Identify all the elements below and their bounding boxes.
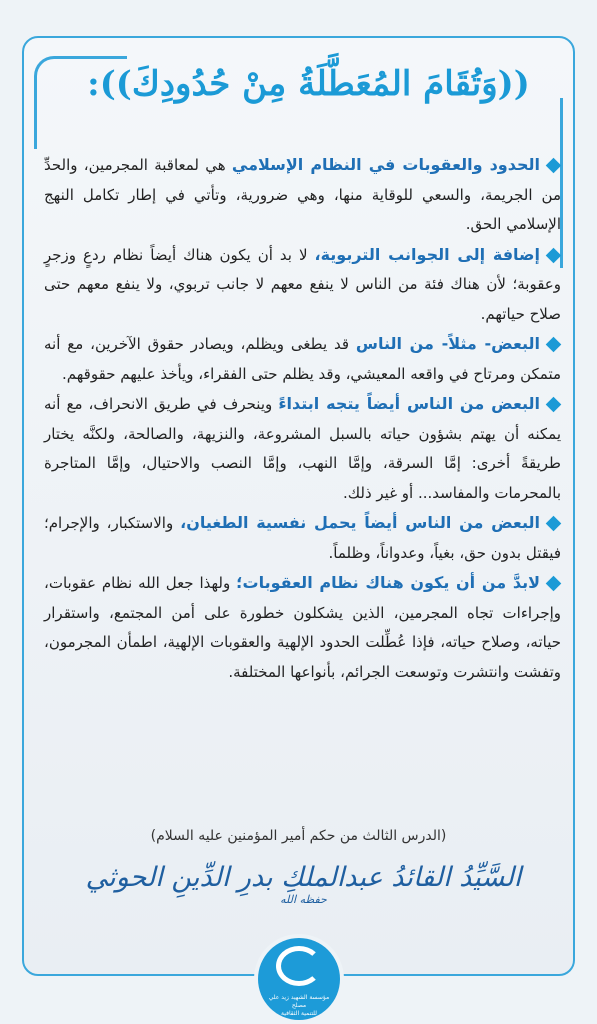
diamond-bullet-icon (546, 576, 562, 592)
organization-logo (258, 938, 340, 1020)
paragraph-text: قد يطغى ويظلم، ويصادر حقوق الآخرين، مع أنه متمكن ومرتاح في واقعه المعيشي، وقد يظلم حتى الفقراء، ويأخذ عليهم حقوقهم. (44, 335, 561, 383)
source-citation: (الدرس الثالث من حكم أمير المؤمنين عليه السلام) (150, 828, 447, 844)
paragraph-text: هي لمعاقبة المجرمين، والحدِّ من الجريمة، والسعي للوقاية منها، وهي ضرورية، وتأتي في إطار تكامل النهج الإسلامي الحق. (44, 156, 561, 233)
author-signature (70, 862, 537, 912)
logo-caption (262, 994, 336, 1018)
logo-subtitle: للتنمية الثقافية (281, 1010, 317, 1017)
diamond-bullet-icon (546, 516, 562, 532)
paragraph-lead: البعض من الناس أيضاً يحمل نفسية الطغيان، (180, 513, 540, 532)
paragraph-3 (44, 329, 561, 389)
diamond-bullet-icon (546, 337, 562, 353)
paragraph-4 (44, 389, 561, 508)
signature-name: السَّيِّدُ القائدُ عبدالملكِ بدرِ الدِّينِ الحوثي (85, 862, 522, 893)
paragraph-text: ولهذا جعل الله نظام عقوبات، وإجراءات تجاه المجرمين، الذين يشكلون خطورة على أمن المجتمع، واستقرار حياته، وصلاح حياته، فإذا عُطِّلت الحدود الإلهية والعقوبات الإلهية، اطمأن المجرمون، وتفشت وانتشرت وتوسعت الجرائم، بأنواعها المختلفة. (44, 574, 561, 681)
paragraph-2 (44, 240, 561, 330)
paragraph-lead: إضافة إلى الجوانب التربوية، (314, 244, 540, 264)
logo-emblem-icon (276, 946, 322, 986)
paragraph-6 (44, 568, 561, 687)
signature-note: حفظه الله (280, 893, 327, 906)
paragraph-lead: الحدود والعقوبات في النظام الإسلامي (231, 155, 540, 174)
logo-name: مؤسسة الشهيد زيد علي مصلح (268, 994, 330, 1009)
diamond-bullet-icon (546, 247, 562, 263)
article-body (44, 150, 561, 687)
paragraph-1 (44, 150, 561, 240)
paragraph-lead: البعض من الناس أيضاً يتجه ابتداءً (278, 394, 541, 413)
paragraph-5 (44, 508, 561, 568)
paragraph-text: لا بد أن يكون هناك أيضاً نظام ردعٍ وزجرٍ وعقوبة؛ لأن هناك فئة من الناس لا ينفع معهم لا جانب تربوي، ولا ينفع معهم حتى صلاح حياتهم. (44, 245, 561, 323)
paragraph-text: وينحرف في طريق الانحراف، مع أنه يمكنه أن يهتم بشؤون حياته بالسبل المشروعة، والنزيهة، والصالحة، ولكنَّه يختار طريقةً أخرى: إمَّا السرقة، وإمَّا النهب، وإمَّا النصب والاحتيال، وإمَّا المتاجرة بالمحرمات والمفاسد... أو غير ذلك. (44, 395, 561, 502)
paragraph-lead: البعض- مثلاً- من الناس (355, 334, 541, 353)
paragraph-lead: لابدَّ من أن يكون هناك نظام العقوبات؛ (236, 573, 540, 592)
paragraph-text: والاستكبار، والإجرام؛ فيقتل بدون حق، بغياً، وعدواناً، وظلماً. (44, 514, 561, 562)
diamond-bullet-icon (546, 397, 562, 413)
diamond-bullet-icon (546, 158, 562, 174)
page-title: ((وَتُقَامَ المُعَطَّلَةُ مِنْ حُدُودِكَ)): (87, 64, 530, 104)
